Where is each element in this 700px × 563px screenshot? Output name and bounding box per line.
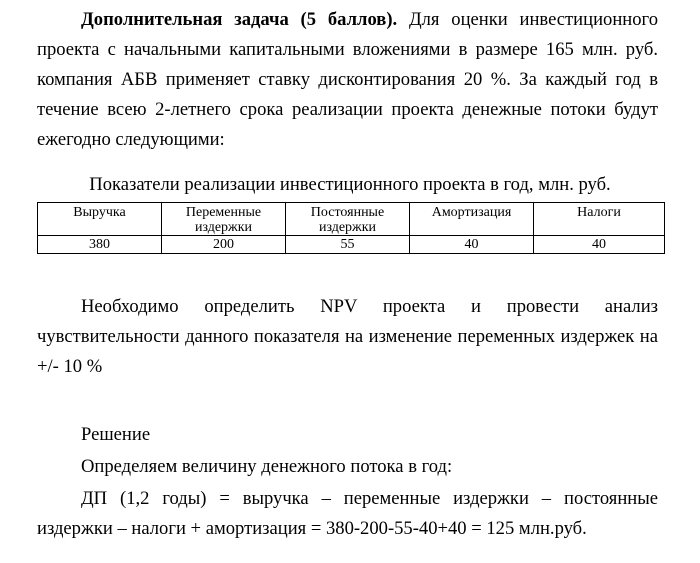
header-depreciation: Амортизация (410, 203, 534, 236)
solution-title: Решение (81, 424, 151, 445)
table-row (38, 236, 665, 254)
table-caption: Показатели реализации инвестиционного проекта в год, млн. руб. (89, 174, 611, 195)
cell-depreciation: 40 (410, 236, 534, 254)
cell-variable-costs: 200 (162, 236, 286, 254)
indicators-table (37, 202, 665, 254)
table-header-row (38, 203, 665, 236)
cell-fixed-costs: 55 (286, 236, 410, 254)
header-fixed-costs: Постоянные издержки (286, 203, 410, 236)
task-paragraph (37, 5, 658, 155)
question-text: Необходимо определить NPV проекта и провести анализ чувствительности данного показателя на изменение переменных издержек на +/- 10 % (37, 296, 658, 377)
cell-taxes: 40 (534, 236, 665, 254)
question-paragraph (37, 292, 658, 382)
header-taxes: Налоги (534, 203, 665, 236)
header-variable-costs: Переменные издержки (162, 203, 286, 236)
cell-revenue: 380 (38, 236, 162, 254)
header-revenue: Выручка (38, 203, 162, 236)
solution-step: Определяем величину денежного потока в год: (81, 456, 453, 477)
solution-formula (37, 484, 658, 544)
solution-formula-text: ДП (1,2 годы) = выручка – переменные издержки – постоянные издержки – налоги + амортизация = 380-200-55-40+40 = 125 млн.руб. (37, 488, 658, 539)
task-text: Для оценки инвестиционного проекта с начальными капитальными вложениями в размере 165 млн. руб. компания АБВ применяет ставку дисконтирования 20 %. За каждый год в течение всею 2-летнего срока реализации проекта денежные потоки будут ежегодно следующими: (37, 9, 658, 150)
task-heading: Дополнительная задача (5 баллов). (81, 9, 398, 30)
